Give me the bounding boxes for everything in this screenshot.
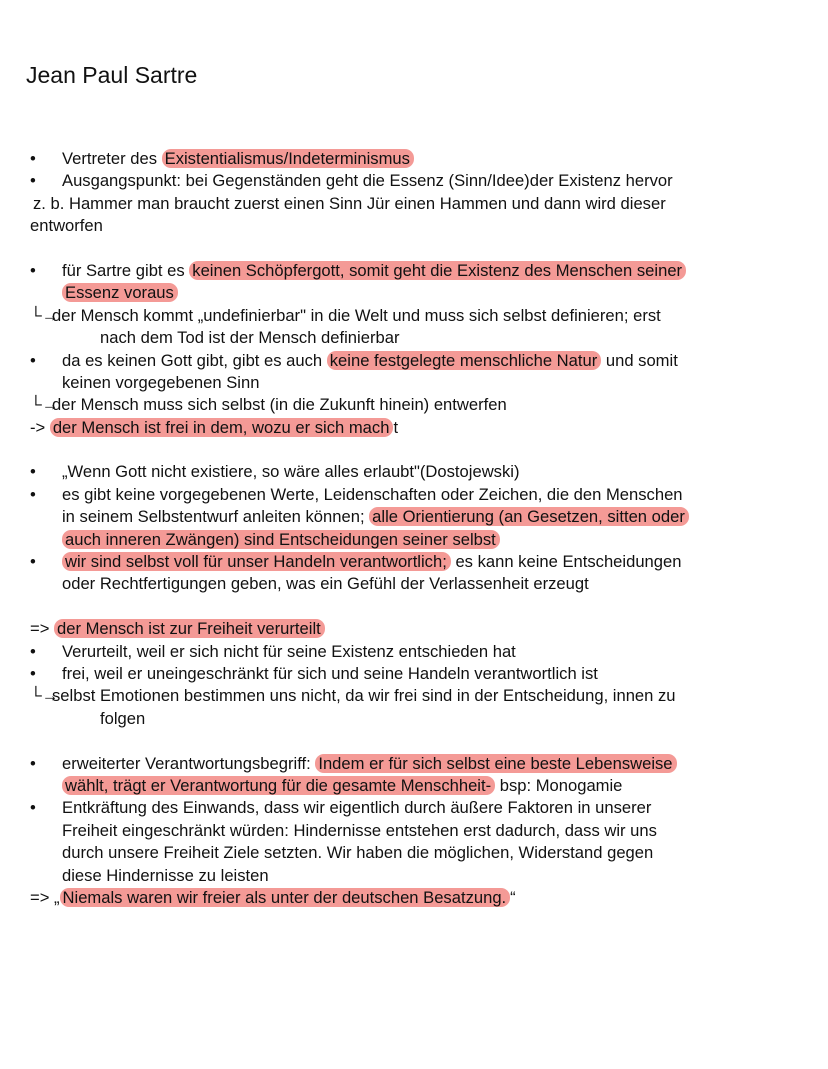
highlight: der Mensch ist frei in dem, wozu er sich mach (50, 418, 394, 437)
text: diese Hindernisse zu leisten (62, 865, 269, 885)
text-line (30, 506, 790, 528)
text-line (30, 775, 790, 797)
bullet-icon: • (30, 260, 36, 280)
highlight: keinen Schöpfergott, somit geht die Existenz des Menschen seiner (189, 261, 686, 280)
bullet-icon: • (30, 462, 36, 482)
highlight: der Mensch ist zur Freiheit verurteilt (54, 619, 325, 638)
text-line (30, 282, 790, 304)
text: z. b. Hammer man braucht zuerst einen Sinn Jür einen Hammen und dann wird dieser (33, 193, 666, 213)
highlight: Indem er für sich selbst eine beste Lebensweise (315, 754, 676, 773)
text: nach dem Tod ist der Mensch definierbar (100, 328, 400, 348)
text: => „ (30, 887, 60, 907)
list-item (30, 170, 790, 192)
highlight: alle Orientierung (an Gesetzen, sitten oder (369, 507, 689, 526)
highlight: Essenz voraus (62, 283, 178, 302)
text-line (30, 305, 790, 327)
bullet-icon: • (30, 552, 36, 572)
text-line (30, 215, 790, 237)
text: -> (30, 417, 50, 437)
bullet-icon: • (30, 663, 36, 683)
highlight: auch inneren Zwängen) sind Entscheidungen seiner selbst (62, 530, 500, 549)
text: => (30, 619, 54, 639)
text: entworfen (30, 216, 103, 236)
bullet-icon: • (30, 641, 36, 661)
text-line (30, 327, 790, 349)
text-line (30, 865, 790, 887)
bullet-icon: • (30, 753, 36, 773)
text: durch unsere Freiheit Ziele setzten. Wir haben die möglichen, Widerstand gegen (62, 843, 654, 863)
list-item (30, 797, 790, 819)
list-item (30, 641, 790, 663)
text: „Wenn Gott nicht existiere, so wäre alles erlaubt"(Dostojewski) (62, 462, 520, 482)
text: da es keinen Gott gibt, gibt es auch (62, 350, 327, 370)
text-line (30, 685, 790, 707)
text: und somit (601, 350, 678, 370)
sub-arrow-icon: └→ (30, 305, 59, 325)
highlight: Existentialismus/Indeterminismus (162, 149, 414, 168)
text-line (30, 394, 790, 416)
text: der Mensch muss sich selbst (in die Zukunft hinein) entwerfen (52, 395, 507, 415)
list-item (30, 260, 790, 282)
highlight: wählt, trägt er Verantwortung für die gesamte Menschheit- (62, 776, 495, 795)
text-line (30, 193, 790, 215)
text-line (30, 820, 790, 842)
text-line (30, 573, 790, 595)
list-item (30, 753, 790, 775)
text: Entkräftung des Einwands, dass wir eigentlich durch äußere Faktoren in unserer (62, 798, 652, 818)
bullet-icon: • (30, 350, 36, 370)
bullet-icon: • (30, 484, 36, 504)
text: frei, weil er uneingeschränkt für sich und seine Handeln verantwortlich ist (62, 663, 598, 683)
highlight: Niemals waren wir freier als unter der deutschen Besatzung. (60, 888, 511, 907)
text-line (30, 529, 790, 551)
page-title: Jean Paul Sartre (26, 62, 198, 88)
list-item (30, 350, 790, 372)
text-line (30, 417, 790, 439)
list-item (30, 484, 790, 506)
text: es gibt keine vorgegebenen Werte, Leidenschaften oder Zeichen, die den Menschen (62, 484, 683, 504)
text-line (30, 372, 790, 394)
text: es kann keine Entscheidungen (450, 552, 682, 572)
text: bsp: Monogamie (495, 775, 623, 795)
text: erweiterter Verantwortungsbegriff: (62, 753, 316, 773)
text: t (393, 417, 399, 437)
list-item (30, 461, 790, 483)
list-item (30, 148, 790, 170)
sub-arrow-icon: └→ (30, 395, 59, 415)
text: keinen vorgegebenen Sinn (62, 372, 260, 392)
text: Vertreter des (62, 149, 162, 168)
text: folgen (100, 708, 146, 728)
list-item (30, 663, 790, 685)
text: in seinem Selbstentwurf anleiten können; (62, 507, 370, 527)
text-line (30, 618, 790, 640)
text: Verurteilt, weil er sich nicht für seine Existenz entschieden hat (62, 641, 516, 661)
sub-arrow-icon: └→ (30, 686, 59, 706)
text-line (30, 842, 790, 864)
text: der Mensch kommt „undefinierbar" in die Welt und muss sich selbst definieren; erst (52, 305, 661, 325)
notes-body (30, 148, 790, 909)
text: für Sartre gibt es (62, 260, 190, 280)
text: “ (510, 887, 516, 907)
bullet-icon: • (30, 798, 36, 818)
text: Ausgangspunkt: bei Gegenständen geht die Essenz (Sinn/Idee)der Existenz hervor (62, 171, 673, 191)
text: selbst Emotionen bestimmen uns nicht, da wir frei sind in der Entscheidung, innen zu (52, 686, 676, 706)
bullet-icon: • (30, 149, 36, 168)
highlight: wir sind selbst voll für unser Handeln verantwortlich; (62, 552, 451, 571)
text: Freiheit eingeschränkt würden: Hindernisse entstehen erst dadurch, dass wir uns (62, 820, 657, 840)
bullet-icon: • (30, 171, 36, 191)
highlight: keine festgelegte menschliche Natur (327, 351, 602, 370)
text-line (30, 708, 790, 730)
text: oder Rechtfertigungen geben, was ein Gefühl der Verlassenheit erzeugt (62, 574, 589, 594)
list-item (30, 551, 790, 573)
text-line (30, 887, 790, 909)
